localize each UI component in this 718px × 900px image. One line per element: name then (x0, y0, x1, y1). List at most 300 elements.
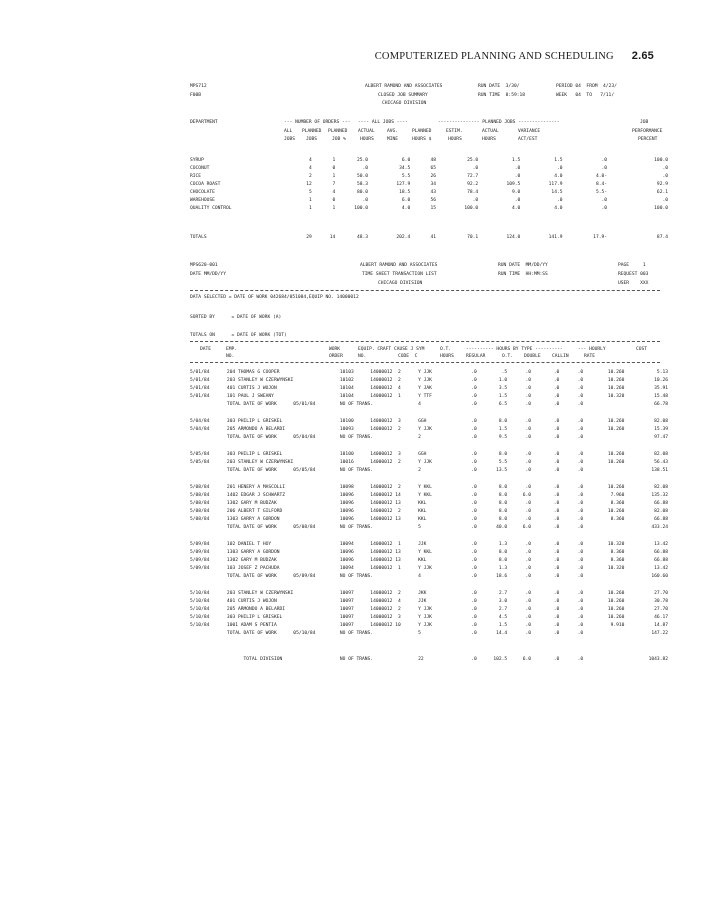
department-cell: COCOA ROAST (190, 182, 221, 187)
hourly-rate-cell: 10.260 (607, 427, 625, 432)
cost-cell: 66.88 (654, 517, 668, 522)
cost-cell: 82.08 (654, 485, 668, 490)
performance-pct-cell: 62.1 (656, 190, 668, 195)
col-regular: REGULAR (466, 354, 486, 359)
col-variance: VARIANCE (518, 129, 541, 134)
callin-hours-cell: .0 (577, 607, 584, 612)
col-percent: PERCENT (638, 137, 658, 142)
group-spacer (190, 532, 668, 541)
planned-job-pct-cell: 25.0 (356, 158, 369, 163)
callin-hours-cell: .0 (577, 452, 584, 457)
group-spacer (190, 442, 668, 451)
group-total-row (190, 630, 668, 638)
code-cell: GGH (418, 452, 427, 457)
planned-job-pct-cell: 100.0 (354, 206, 369, 211)
double-hours-cell: .0 (553, 501, 560, 506)
callin-hours-cell: .0 (577, 517, 584, 522)
table-row (190, 500, 668, 508)
table-row (190, 418, 668, 426)
planned-jobs-cell: 1 (332, 158, 336, 163)
double-total: .0 (553, 657, 560, 662)
planned-hours-pct-cell: 72.7 (467, 174, 479, 179)
code-cell: JJK (418, 599, 427, 604)
double-hours-cell: .0 (553, 370, 560, 375)
all-jobs-total: 29 (306, 235, 312, 240)
actual-hours-planned-cell: 14.5 (551, 190, 563, 195)
estim-hours-cell: .0 (514, 198, 521, 203)
employee-cell: 1302 GARY M BUDZAK (226, 558, 277, 563)
avg-mine-cell: 56 (430, 198, 436, 203)
group-spacer (190, 581, 668, 590)
employee-cell: 1001 ADAM S PENTIA (226, 623, 277, 628)
double-hours-cell: .0 (553, 493, 560, 498)
ot-hours-cell: .0 (471, 386, 477, 391)
total-label: TOTAL DATE OF WORK 05/05/84 (226, 468, 316, 473)
col-group-planned-jobs: --------------- PLANNED JOBS --------------- (438, 120, 560, 125)
ot-type-total: .0 (525, 574, 532, 579)
actual-hours-cell: 18.5 (399, 190, 411, 195)
cost-total: 66.78 (654, 402, 668, 407)
department-cell: SYRUP (190, 158, 204, 163)
col-planned-3: PLANNED (412, 129, 432, 134)
divider (190, 341, 660, 342)
total-label: TOTAL DATE OF WORK 05/10/84 (226, 631, 316, 636)
hourly-rate-cell: 10.260 (607, 615, 625, 620)
employee-cell: 205 ARMONDO A BELARDI (226, 427, 286, 432)
col-planned: PLANNED (302, 129, 322, 134)
table-row (190, 541, 668, 549)
planned-hours-pct-cell: 25.0 (467, 158, 479, 163)
regular-hours-cell: 8.0 (498, 501, 508, 506)
callin-hours-cell: .0 (577, 599, 584, 604)
regular-hours-total: 102.5 (493, 657, 508, 662)
work-order-cell: 10096 (339, 509, 354, 514)
regular-hours-cell: 8.0 (498, 485, 508, 490)
cost-cell: 13.42 (654, 566, 668, 571)
employee-cell: 102 DANIEL T HOY (226, 542, 272, 547)
total-label: TOTAL DATE OF WORK 05/08/84 (226, 525, 316, 530)
performance-pct-total: 87.4 (656, 235, 668, 240)
equip-no-cell: 14000012 1 (370, 394, 401, 399)
callin-hours-cell: .0 (577, 566, 584, 571)
col-order: ORDER (329, 354, 343, 359)
divider (190, 362, 660, 363)
col-all: ALL (284, 129, 293, 134)
callin-hours-cell: .0 (577, 501, 584, 506)
table-row (190, 205, 668, 213)
double-hours-cell: .0 (553, 378, 560, 383)
cost-cell: 10.26 (654, 378, 668, 383)
employee-cell: 204 THOMAS G COOPER (226, 370, 280, 375)
all-jobs-cell: 5 (309, 190, 312, 195)
col-equip-no: NO. (358, 354, 367, 359)
regular-hours-cell: 8.0 (498, 558, 508, 563)
ot-type-total: .0 (525, 435, 532, 440)
actual-hours-cell: 6.0 (401, 158, 411, 163)
ot-hours-total: .0 (471, 631, 477, 636)
group-total-row (190, 524, 668, 532)
department-cell: QUALITY CONTROL (190, 206, 232, 211)
blank-cell (190, 573, 227, 581)
actual-hours-cell: 5.5 (401, 174, 411, 179)
col-act-est: ACT/EST (518, 137, 538, 142)
double-hours-cell: .0 (553, 419, 560, 424)
actual-hours-planned-cell: .0 (556, 198, 563, 203)
table-row (190, 393, 668, 401)
work-order-cell: 10100 (339, 452, 354, 457)
equip-no-cell: 14000012 3 (370, 419, 401, 424)
double-total: .0 (553, 631, 560, 636)
avg-mine-cell: 15 (430, 206, 436, 211)
planned-hours-pct-cell: .0 (472, 166, 479, 171)
variance-cell: .0 (601, 198, 608, 203)
ot-hours-type-cell: .0 (525, 517, 532, 522)
avg-mine-cell: 48 (430, 158, 436, 163)
employee-cell: 303 PHILIP L GRISKEL (226, 615, 283, 620)
planned-job-pct-cell: .0 (362, 198, 369, 203)
regular-hours-cell: 1.5 (498, 394, 508, 399)
regular-hours-total: 13.5 (496, 468, 508, 473)
blank-cell (583, 656, 624, 664)
work-order-cell: 10093 (339, 427, 354, 432)
planned-job-pct-cell: 80.0 (356, 190, 369, 195)
double-hours-cell: .0 (553, 485, 560, 490)
avg-mine-cell: 43 (430, 190, 436, 195)
group-total-row (190, 401, 668, 409)
spacer-cell (190, 442, 668, 451)
hourly-rate-cell: 8.360 (610, 550, 625, 555)
col-avg: AVG. (387, 129, 399, 134)
hourly-rate-cell: 10.260 (607, 509, 625, 514)
ot-hours-cell: .0 (471, 427, 477, 432)
all-jobs-cell: 4 (309, 158, 312, 163)
regular-hours-cell: .5 (501, 370, 508, 375)
company-name: ALBERT RAMOND AND ASSOCIATES (365, 84, 443, 89)
report2-division: CHICAGO DIVISION (378, 281, 423, 286)
date-cell: 5/08/84 (190, 501, 210, 506)
trans-count: 4 (418, 574, 421, 579)
department-cell: WAREHOUSE (190, 198, 215, 203)
work-order-cell: 10103 (339, 370, 354, 375)
estim-hours-cell: 109.5 (506, 182, 521, 187)
ot-hours-cell: .0 (471, 501, 477, 506)
regular-hours-cell: 8.0 (498, 517, 508, 522)
ot-hours-cell: .0 (471, 370, 477, 375)
ot-hours-cell: .0 (471, 509, 477, 514)
col-work: WORK (329, 347, 341, 352)
employee-cell: 303 PHILIP L GRISKEL (226, 419, 283, 424)
hourly-rate-cell: 10.320 (607, 566, 625, 571)
code-cell: JJK (418, 542, 427, 547)
group-spacer (190, 638, 668, 656)
group-spacer (190, 409, 668, 418)
ot-hours-type-cell: .0 (525, 591, 532, 596)
avg-mine-cell: 26 (430, 174, 436, 179)
totals-row (190, 234, 668, 242)
callin-hours-cell: .0 (577, 509, 584, 514)
callin-hours-cell: .0 (577, 493, 584, 498)
col-emp-no: NO. (226, 354, 235, 359)
total-label: TOTAL DATE OF WORK 05/09/84 (226, 574, 316, 579)
work-order-cell: 10104 (339, 386, 354, 391)
double-hours-cell: .0 (553, 542, 560, 547)
planned-jobs-cell: 0 (332, 166, 336, 171)
double-total: .0 (553, 402, 560, 407)
variance-cell: 5.5- (595, 190, 608, 195)
date-cell: 5/10/84 (190, 591, 210, 596)
table-row (190, 598, 668, 606)
work-order-cell: 10097 (339, 591, 354, 596)
date-cell: 5/08/84 (190, 517, 210, 522)
ot-hours-cell: .0 (471, 460, 477, 465)
equip-no-cell: 14000012 3 (370, 615, 401, 620)
ot-type-total: 6.0 (522, 657, 532, 662)
double-hours-cell: .0 (553, 509, 560, 514)
double-hours-cell: .0 (553, 558, 560, 563)
code-cell: Y KKL (418, 485, 432, 490)
date-cell: 5/09/84 (190, 558, 210, 563)
equip-no-cell: 14000012 13 (370, 550, 401, 555)
ot-hours-cell: .0 (471, 558, 477, 563)
report-subtitle: CLOSED JOB SUMMARY (378, 93, 428, 98)
estim-hours-total: 124.0 (506, 235, 521, 240)
ot-hours-type-cell: .0 (525, 419, 532, 424)
employee-cell: 401 CURTIS J WOJON (226, 386, 277, 391)
regular-hours-cell: 2.7 (498, 591, 508, 596)
ot-hours-cell: .0 (471, 607, 477, 612)
report2-id: MPS620-001 (190, 263, 218, 268)
date-cell: 5/01/84 (190, 394, 210, 399)
hourly-rate-cell: 10.260 (607, 485, 625, 490)
equip-no-cell: 14000012 14 (370, 493, 401, 498)
totals-on: TOTALS ON = DATE OF WORK (TOT) (190, 333, 287, 338)
planned-jobs-cell: 0 (332, 198, 336, 203)
table-row (190, 557, 668, 565)
col-planned-2: PLANNED (328, 129, 348, 134)
variance-cell: .0 (601, 206, 608, 211)
ot-hours-type-cell: .0 (525, 599, 532, 604)
group-total-row (190, 434, 668, 442)
double-hours-cell: .0 (553, 615, 560, 620)
blank-cell (583, 467, 624, 475)
report2-date: DATE MM/DD/YY (190, 272, 226, 277)
work-order-cell: 10096 (339, 501, 354, 506)
regular-hours-cell: 3.5 (498, 386, 508, 391)
ot-hours-type-cell: .0 (525, 615, 532, 620)
group-spacer (190, 475, 668, 484)
date-cell: 5/04/84 (190, 427, 210, 432)
ot-hours-type-cell: .0 (525, 550, 532, 555)
ot-hours-cell: .0 (471, 542, 477, 547)
col-group-orders: --- NUMBER OF ORDERS --- (284, 120, 351, 125)
spacer-cell (190, 638, 668, 656)
double-hours-cell: .0 (553, 607, 560, 612)
regular-hours-cell: 5.5 (498, 460, 508, 465)
ot-hours-cell: .0 (471, 452, 477, 457)
report2-page: PAGE 1 (618, 263, 646, 268)
cost-cell: 66.88 (654, 501, 668, 506)
employee-cell: 103 JOSEF Z PACHUDA (226, 566, 280, 571)
equip-no-cell: 14000012 4 (370, 386, 401, 391)
trans-label: NO OF TRANS. (339, 574, 374, 579)
date-cell: 5/08/84 (190, 485, 210, 490)
employee-cell: 1303 GARRY A GORDON (226, 517, 280, 522)
hourly-rate-cell: 8.360 (610, 517, 625, 522)
blank-cell (583, 434, 624, 442)
employee-cell: 1303 GARRY A GORDON (226, 550, 280, 555)
regular-hours-total: 40.0 (496, 525, 508, 530)
work-order-cell: 10097 (339, 623, 354, 628)
code-cell: KKL (418, 558, 427, 563)
equip-no-cell: 14000012 10 (370, 623, 401, 628)
work-order-cell: 10102 (339, 378, 354, 383)
cost-cell: 46.17 (654, 615, 668, 620)
trans-label: NO OF TRANS. (339, 435, 374, 440)
table-row (190, 614, 668, 622)
planned-hours-pct-cell: 100.0 (464, 206, 479, 211)
equip-no-cell: 14000012 3 (370, 452, 401, 457)
data-selected: DATA SELECTED = DATE OF WORK 042684/051084,EQUIP NO. 14000012 (190, 295, 359, 300)
table-row (190, 197, 668, 205)
summary-totals (190, 234, 668, 242)
ot-hours-cell: .0 (471, 615, 477, 620)
equip-no-cell: 14000012 13 (370, 558, 401, 563)
avg-mine-total: 41 (430, 235, 436, 240)
hourly-rate-cell: 10.260 (607, 591, 625, 596)
code-cell: Y JJK (418, 370, 432, 375)
blank-cell (190, 656, 227, 664)
double-total: .0 (553, 435, 560, 440)
date-cell: 5/08/84 (190, 509, 210, 514)
code-cell: Y JJK (418, 607, 432, 612)
col-cost: COST (636, 347, 648, 352)
double-hours-cell: .0 (553, 427, 560, 432)
actual-hours-cell: 34.5 (399, 166, 411, 171)
col-equip: EQUIP. CRAFT CAUSE J SYM (358, 347, 425, 352)
callin-hours-cell: .0 (577, 550, 584, 555)
double-hours-cell: .0 (553, 566, 560, 571)
code-cell: Y KKL (418, 493, 432, 498)
variance-cell: 8.4- (595, 182, 608, 187)
all-jobs-cell: 2 (309, 174, 312, 179)
double-total: .0 (553, 574, 560, 579)
table-row (190, 451, 668, 459)
equip-no-cell: 14000012 2 (370, 509, 401, 514)
regular-hours-cell: 8.0 (498, 419, 508, 424)
regular-hours-cell: 2.7 (498, 607, 508, 612)
table-row (190, 189, 668, 197)
employee-cell: 203 STANLEY W CZERWYNSKI (226, 591, 294, 596)
actual-hours-planned-total: 141.9 (548, 235, 563, 240)
hourly-rate-cell: 9.910 (610, 623, 625, 628)
callin-hours-cell: .0 (577, 386, 584, 391)
regular-hours-total: 9.5 (498, 435, 508, 440)
all-jobs-cell: 4 (309, 166, 312, 171)
ot-hours-type-cell: 6.0 (522, 493, 532, 498)
blank-cell (583, 573, 624, 581)
cost-total: 160.60 (651, 574, 668, 579)
hourly-rate-cell: 10.320 (607, 542, 625, 547)
ot-type-total: 6.0 (522, 525, 532, 530)
cost-cell: 66.88 (654, 558, 668, 563)
hourly-rate-cell: 10.260 (607, 370, 625, 375)
regular-hours-cell: 1.3 (498, 566, 508, 571)
ot-hours-cell: .0 (471, 485, 477, 490)
page-header (375, 50, 654, 62)
code-cell: KKL (418, 501, 427, 506)
col-ot-hours: HOURS (440, 354, 454, 359)
cost-cell: 135.32 (651, 493, 668, 498)
planned-job-pct-cell: 58.3 (356, 182, 369, 187)
ot-hours-total: .0 (471, 574, 477, 579)
all-jobs-cell: 12 (306, 182, 312, 187)
date-cell: 5/10/84 (190, 607, 210, 612)
callin-hours-cell: .0 (577, 558, 584, 563)
cost-cell: 35.91 (654, 386, 668, 391)
actual-hours-planned-cell: 4.0 (554, 174, 563, 179)
work-order-cell: 10096 (339, 517, 354, 522)
equip-no-cell: 14000012 2 (370, 591, 401, 596)
work-order-cell: 10016 (339, 460, 354, 465)
period: PERIOD 04 FROM 4/23/ (556, 84, 617, 89)
ot-hours-total: .0 (471, 435, 477, 440)
col-job: JOB (640, 120, 649, 125)
division-name: CHICAGO DIVISION (382, 101, 427, 106)
employee-cell: 203 STANLEY W CZERWYNSKI (226, 460, 294, 465)
regular-hours-cell: 8.0 (498, 493, 508, 498)
planned-jobs-total: 14 (329, 235, 336, 240)
cost-total: 433.24 (651, 525, 668, 530)
performance-pct-cell: 100.0 (654, 158, 668, 163)
equip-no-cell: 14000012 2 (370, 460, 401, 465)
equip-no-cell: 14000012 2 (370, 378, 401, 383)
work-order-cell: 10097 (339, 607, 354, 612)
cost-total: 1043.82 (648, 657, 668, 662)
spacer-cell (190, 475, 668, 484)
ot-hours-cell: .0 (471, 394, 477, 399)
ot-hours-total: .0 (471, 468, 477, 473)
department-cell: CHOCOLATE (190, 190, 215, 195)
ot-hours-type-cell: .0 (525, 370, 532, 375)
equip-no-cell: 14000012 2 (370, 607, 401, 612)
blank-cell (190, 630, 227, 638)
table-row (190, 549, 668, 557)
department-total: TOTALS (190, 235, 207, 240)
equip-no-cell: 14000012 1 (370, 542, 401, 547)
estim-hours-cell: 4.0 (512, 206, 521, 211)
hourly-rate-cell: 10.260 (607, 452, 625, 457)
callin-hours-cell: .0 (577, 542, 584, 547)
code-cell: Y JJK (418, 460, 432, 465)
double-hours-cell: .0 (553, 386, 560, 391)
employee-cell: 201 HENERY A MASCOLLI (226, 485, 286, 490)
ot-hours-cell: .0 (471, 550, 477, 555)
date-cell: 5/01/84 (190, 370, 210, 375)
variance-cell: 4.0- (595, 174, 608, 179)
trans-label: NO OF TRANS. (339, 657, 374, 662)
employee-cell: 206 ALBERT T GILFORD (226, 509, 283, 514)
cost-total: 147.22 (651, 631, 668, 636)
col-callin: CALLIN (552, 354, 569, 359)
actual-hours-planned-cell: 4.0 (554, 206, 563, 211)
equip-no-cell: 14000012 1 (370, 566, 401, 571)
regular-hours-cell: 1.3 (498, 542, 508, 547)
trans-count: 2 (418, 468, 421, 473)
callin-hours-cell: .0 (577, 419, 584, 424)
ot-hours-cell: .0 (471, 493, 477, 498)
regular-hours-total: 14.4 (496, 631, 508, 636)
code-cell: Y JJK (418, 615, 432, 620)
